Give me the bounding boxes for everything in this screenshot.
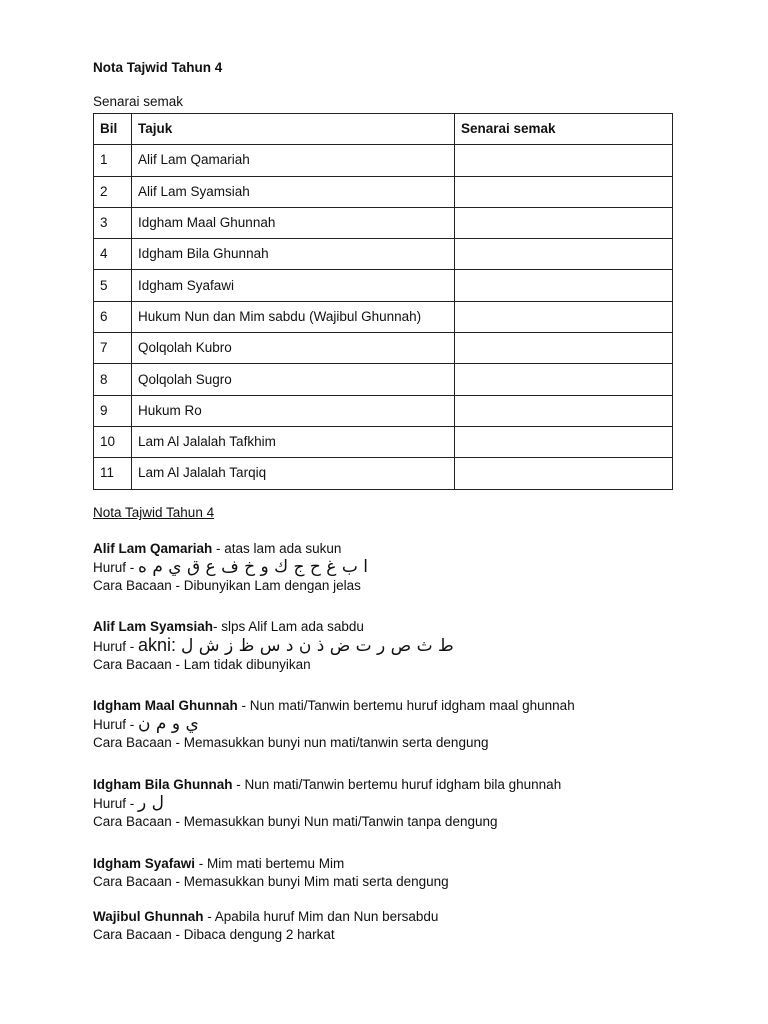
row-tajuk-cell: Idgham Bila Ghunnah (132, 239, 455, 270)
header-bil: Bil (94, 114, 132, 145)
row-tajuk-cell: Idgham Syafawi (132, 270, 455, 301)
table-caption: Senarai semak (93, 94, 184, 109)
arabic-letters: ل ر (138, 793, 164, 813)
row-bil-cell: 10 (94, 426, 132, 457)
table-row (94, 426, 673, 457)
row-bil-cell: 7 (94, 333, 132, 364)
row-bil-cell: 1 (94, 145, 132, 176)
table-row (94, 395, 673, 426)
note-cara-bacaan: Cara Bacaan - Memasukkan bunyi Nun mati/Tanwin tanpa dengung (93, 814, 498, 829)
note-definition (93, 540, 693, 558)
note-cara-bacaan: Cara Bacaan - Dibunyikan Lam dengan jelas (93, 578, 361, 593)
header-tajuk: Tajuk (132, 114, 455, 145)
table-row (94, 176, 673, 207)
note-wajibul-ghunnah (93, 908, 693, 944)
huruf-label: Huruf - (93, 796, 139, 811)
note-description: - Mim mati bertemu Mim (195, 856, 345, 871)
row-senarai-semak-cell (455, 395, 673, 426)
note-definition (93, 697, 693, 715)
row-senarai-semak-cell (455, 364, 673, 395)
document-title: Nota Tajwid Tahun 4 (93, 60, 223, 75)
row-senarai-semak-cell (455, 270, 673, 301)
row-bil-cell: 4 (94, 239, 132, 270)
row-senarai-semak-cell (455, 458, 673, 489)
arabic-letters: ي و م ن (138, 714, 199, 734)
arabic-letters: ط ث ص ر ت ض ذ ن د س ظ ز ش ل (181, 636, 454, 656)
row-bil-cell: 5 (94, 270, 132, 301)
note-qamariah (93, 540, 693, 595)
notes-heading: Nota Tajwid Tahun 4 (93, 505, 215, 520)
row-tajuk-cell: Alif Lam Syamsiah (132, 176, 455, 207)
note-huruf-line (93, 558, 693, 577)
row-tajuk-cell: Lam Al Jalalah Tafkhim (132, 426, 455, 457)
table-body (94, 145, 673, 489)
note-term: Idgham Maal Ghunnah (93, 698, 238, 713)
table-header-row (94, 114, 673, 145)
table-row (94, 458, 673, 489)
huruf-prefix: akni: (138, 635, 182, 655)
note-term: Alif Lam Syamsiah (93, 619, 214, 634)
table-row (94, 145, 673, 176)
note-huruf-line (93, 636, 693, 656)
row-tajuk-cell: Hukum Nun dan Mim sabdu (Wajibul Ghunnah) (132, 301, 455, 332)
note-term: Wajibul Ghunnah (93, 909, 204, 924)
header-senarai-semak: Senarai semak (455, 114, 673, 145)
table-row (94, 333, 673, 364)
table-row (94, 364, 673, 395)
note-huruf-line (93, 794, 693, 813)
note-description: - Nun mati/Tanwin bertemu huruf idgham bila ghunnah (232, 777, 562, 792)
note-description: - atas lam ada sukun (212, 541, 342, 556)
row-tajuk-cell: Qolqolah Kubro (132, 333, 455, 364)
row-senarai-semak-cell (455, 333, 673, 364)
row-senarai-semak-cell (455, 426, 673, 457)
row-senarai-semak-cell (455, 301, 673, 332)
note-term: Idgham Bila Ghunnah (93, 777, 233, 792)
note-term: Alif Lam Qamariah (93, 541, 213, 556)
note-cara-bacaan: Cara Bacaan - Dibaca dengung 2 harkat (93, 927, 335, 942)
row-senarai-semak-cell (455, 207, 673, 238)
table-row (94, 239, 673, 270)
note-cara-bacaan: Cara Bacaan - Lam tidak dibunyikan (93, 657, 311, 672)
note-cara-bacaan: Cara Bacaan - Memasukkan bunyi nun mati/tanwin serta dengung (93, 735, 489, 750)
huruf-label: Huruf - (93, 639, 139, 654)
row-senarai-semak-cell (455, 239, 673, 270)
note-definition (93, 908, 693, 926)
huruf-label: Huruf - (93, 717, 139, 732)
row-bil-cell: 9 (94, 395, 132, 426)
note-description: - Nun mati/Tanwin bertemu huruf idgham maal ghunnah (237, 698, 575, 713)
note-idgham-maal-ghunnah (93, 697, 693, 752)
table-row (94, 301, 673, 332)
note-definition (93, 776, 693, 794)
row-senarai-semak-cell (455, 176, 673, 207)
arabic-letters: ا ب غ ح ج ك و خ ف ع ق ي م ه (138, 557, 368, 577)
note-definition (93, 855, 693, 873)
note-term: Idgham Syafawi (93, 856, 196, 871)
row-tajuk-cell: Lam Al Jalalah Tarqiq (132, 458, 455, 489)
note-idgham-syafawi (93, 855, 693, 891)
row-bil-cell: 11 (94, 458, 132, 489)
row-bil-cell: 8 (94, 364, 132, 395)
row-bil-cell: 6 (94, 301, 132, 332)
note-huruf-line (93, 715, 693, 734)
table-row (94, 207, 673, 238)
note-idgham-bila-ghunnah (93, 776, 693, 831)
note-syamsiah (93, 618, 693, 674)
note-description: - slps Alif Lam ada sabdu (213, 619, 364, 634)
note-cara-bacaan: Cara Bacaan - Memasukkan bunyi Mim mati serta dengung (93, 874, 449, 889)
checklist-table (93, 113, 673, 490)
row-tajuk-cell: Hukum Ro (132, 395, 455, 426)
row-tajuk-cell: Alif Lam Qamariah (132, 145, 455, 176)
row-tajuk-cell: Idgham Maal Ghunnah (132, 207, 455, 238)
note-definition (93, 618, 693, 636)
table-row (94, 270, 673, 301)
row-tajuk-cell: Qolqolah Sugro (132, 364, 455, 395)
note-description: - Apabila huruf Mim dan Nun bersabdu (203, 909, 439, 924)
row-bil-cell: 2 (94, 176, 132, 207)
row-senarai-semak-cell (455, 145, 673, 176)
huruf-label: Huruf - (93, 560, 139, 575)
row-bil-cell: 3 (94, 207, 132, 238)
